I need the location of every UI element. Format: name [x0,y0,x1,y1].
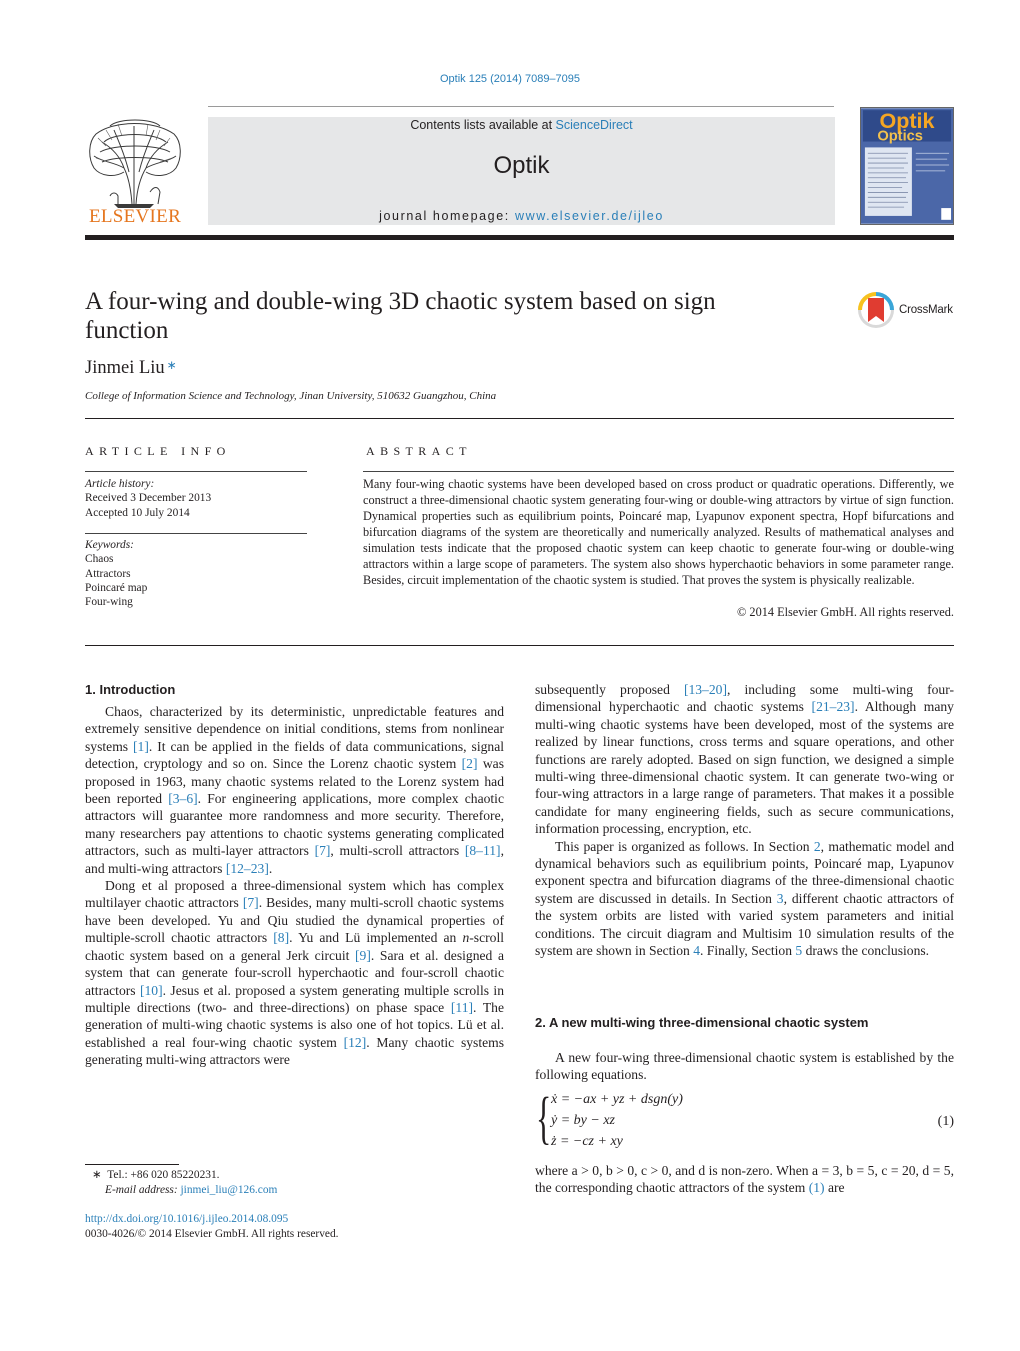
text-run: Chaos, characterized by its deterministic, unpredictable features and extremely sensitive dependence on initial conditions, stems from nonlinear systems [85,704,504,754]
equation-link[interactable]: (1) [808,1180,825,1196]
text-run: -scroll chaotic system based on a general Jerk circuit [85,930,504,963]
paragraph [535,838,954,960]
keyword: Four-wing [85,596,133,609]
equation-line-y: ẏ = by − xz [551,1113,615,1128]
header-rule-bottom [85,235,954,240]
history-label: Article history: [85,478,155,490]
homepage-line [208,209,835,223]
citation-link[interactable]: [1] [133,738,149,754]
section2-intro [535,1049,954,1084]
math-variable: n [462,930,470,946]
equation-line-z: ż = −cz + xy [551,1134,623,1149]
abstract-copyright: © 2014 Elsevier GmbH. All rights reserved. [737,605,954,619]
keyword: Chaos [85,553,114,566]
cover-title: Optik [879,108,935,133]
journal-name: Optik [493,152,550,179]
equation-brace: { [536,1085,552,1150]
footnote-email [92,1183,277,1198]
citation-link[interactable]: [9] [355,947,371,963]
text-run: . Jesus et al. proposed a system generating multiple scrolls in multiple directions (two- and three-directions) on phase space [85,982,504,1015]
footnote-mark: ∗ [92,1169,102,1181]
text-run: subsequently proposed [535,682,684,697]
footnote [92,1168,277,1197]
text-run: , and multi-wing attractors [85,843,504,876]
crossmark-label[interactable]: CrossMark [899,304,953,316]
citation-link[interactable]: [7] [314,843,331,859]
citation-link[interactable]: [11] [450,999,474,1015]
received-date: Received 3 December 2013 [85,492,212,505]
accepted-date: Accepted 10 July 2014 [85,506,190,519]
paragraph: A new four-wing three-dimensional chaotic system is established by the following equations. [535,1050,954,1083]
body-column-right [535,681,954,960]
abstract-text: Many four-wing chaotic systems have been developed based on cross product or quadratic operations. Differently, we construct a three-dimensional chaotic system generating four-wing or double-wing attractors by virtue of sign function. Dynamical properties such as equilibrium points, Poincaré map, Lyapunov exponent spectra, Hopf bifurcations and bifurcation diagrams of the system are theoretically and numerically analyzed. Results of mathematical analyses and simulation tests indicate that the proposed chaotic system can keep chaotic to generate four-wing or double-wing attractors within a large scope of parameters. The system also shows hyperchaotic behaviors in some parameter range. Besides, circuit implementation of the chaotic system is studied. That proves the system is physically realizable. [363,477,954,587]
section-link[interactable]: 5 [795,943,803,959]
sciencedirect-link[interactable]: ScienceDirect [555,118,633,132]
equation-line-x: ẋ = −ax + yz + dsgn(y) [551,1092,683,1107]
citation-link[interactable]: [10] [139,982,163,998]
journal-cover-image[interactable] [860,107,954,225]
text-run: . The generation of multi-wing chaotic systems is also one of hot topics. Lü et al. established a real four-wing chaotic system [85,999,505,1050]
article-history [85,477,307,520]
section-heading-chaotic-system: 2. A new multi-wing three-dimensional chaotic system [535,1015,869,1030]
citation-link[interactable]: [3–6] [168,791,198,807]
paragraph [85,877,504,1068]
elsevier-wordmark: ELSEVIER [88,206,182,227]
paragraph [85,703,504,877]
journal-citation[interactable]: Optik 125 (2014) 7089–7095 [439,73,581,85]
text-run: . For engineering applications, more complex chaotic attractors will guarantee more randomness and more security. Therefore, many researchers pay attentions to chaotic systems generating complicated attractors, such as multi-layer attractors [85,791,504,859]
abstract-rule [363,471,954,472]
article-info-heading: ARTICLE INFO [85,444,231,458]
text-run: . [268,860,273,876]
article-info-rule [85,471,307,472]
text-run: , including some multi-wing four-dimensional hyperchaotic and chaotic systems [535,682,954,715]
text-run: Dong et al proposed a three-dimensional system which has complex multilayer chaotic attractors [85,878,504,911]
contents-prefix: Contents lists available at [410,118,556,132]
header-rule-top [208,106,834,107]
author-name [85,358,177,379]
citation-link[interactable]: [8] [273,930,290,946]
citation-link[interactable]: [7] [242,895,259,911]
text-run: . Although many multi-wing chaotic systems have been developed, most of the systems are realized by linear functions, cross terms and square operations, and other functions are rarely adopted. Based on sign function, we designed a simple multi-wing three-dimensional chaotic system. It can generate two-wing or four-wing attractors in a large range of parameters. That makes it a possible candidate for many engineering fields, such as secure communications, information processing, encryption, etc. [535,699,954,837]
citation-link[interactable]: [8–11] [464,843,501,859]
author-footnote-mark[interactable]: ∗ [166,358,177,372]
text-run: . Yu and Lü implemented an [289,930,463,946]
text-run: was proposed in 1963, many chaotic systems related to the Lorenz system had been reported [85,756,504,807]
text-run: , mathematic model and dynamical behaviors such as equilibrium points, Poincaré map, Lyapunov exponent spectra and bifurcation diagrams of the three-dimensional chaotic system are discussed in details. In Section [535,838,954,906]
keywords-block [85,538,307,609]
text-run: This paper is organized as follows. In Section [555,838,814,854]
author-affiliation: College of Information Science and Technology, Jinan University, 510632 Guangzhou, China [85,390,497,402]
text-run: where a > 0, b > 0, c > 0, and d is non-zero. When a = 3, b = 5, c = 20, d = 5, the corresponding chaotic attractors of the system [535,1163,954,1196]
citation-link[interactable]: [2] [461,756,478,772]
footnote-tel [92,1168,277,1183]
citation-link[interactable]: [12] [343,1034,367,1050]
equation-number: (1) [937,1114,954,1129]
section-link[interactable]: 4 [693,943,700,959]
footnote-tel-text: Tel.: +86 020 85220231. [107,1169,220,1181]
paragraph [535,1162,954,1197]
email-link[interactable]: jinmei_liu@126.com [180,1183,278,1196]
cover-subtitle: Optics [877,128,923,145]
author-text[interactable]: Jinmei Liu [85,358,165,378]
citation-link[interactable]: [12–23] [225,860,269,876]
email-label: E-mail address: [105,1183,181,1196]
citation-link[interactable]: [21–23] [811,699,855,715]
doi-link[interactable]: http://dx.doi.org/10.1016/j.ijleo.2014.08.095 [85,1213,289,1225]
text-run: are [824,1180,845,1196]
keyword: Attractors [85,567,131,580]
affiliation-rule [85,418,954,419]
text-run: . It can be applied in the fields of data communications, signal detection, cryptology and so on. Since the Lorenz chaotic system [85,738,505,772]
equation-1 [535,1085,954,1154]
homepage-link[interactable]: www.elsevier.de/ijleo [514,209,664,223]
citation-link[interactable]: [13–20] [683,682,727,697]
section2-after-equation [535,1162,954,1197]
section-heading-introduction: 1. Introduction [85,682,176,697]
text-run: , different chaotic attractors of the system orbits are listed with varied system parameters and initial conditions. The circuit diagram and Multisim 10 simulation results of the system are shown in Section [535,890,954,959]
contents-line [208,118,835,132]
keywords-label: Keywords: [85,539,134,551]
paper-title: A four-wing and double-wing 3D chaotic system based on sign function [85,288,716,344]
text-run: . Finally, Section [700,943,796,959]
text-run: . Sara et al. designed a system that can generate four-scroll hyperchaotic and four-scroll chaotic attractors [85,947,504,998]
keyword: Poincaré map [85,581,148,594]
text-run: draws the conclusions. [802,943,930,959]
text-run: . Besides, many multi-scroll chaotic systems have been developed. Yu and Qiu studied the dynamical properties of multiple-scroll chaotic attractors [85,895,504,946]
section-link[interactable]: 3 [776,890,784,906]
footnote-rule [85,1164,179,1165]
text-run: , multi-scroll attractors [330,843,465,859]
doi-block [85,1212,339,1241]
keywords-rule [85,533,307,534]
text-run: . Many chaotic systems generating multi-wing attractors were [85,1034,505,1068]
paragraph [535,681,954,838]
body-column-left [85,703,504,1069]
abstract-heading: ABSTRACT [366,444,472,458]
body-rule [85,645,954,646]
homepage-prefix: journal homepage: [379,209,515,223]
section-link[interactable]: 2 [813,838,821,854]
issn-line: 0030-4026/© 2014 Elsevier GmbH. All rights reserved. [85,1227,339,1240]
